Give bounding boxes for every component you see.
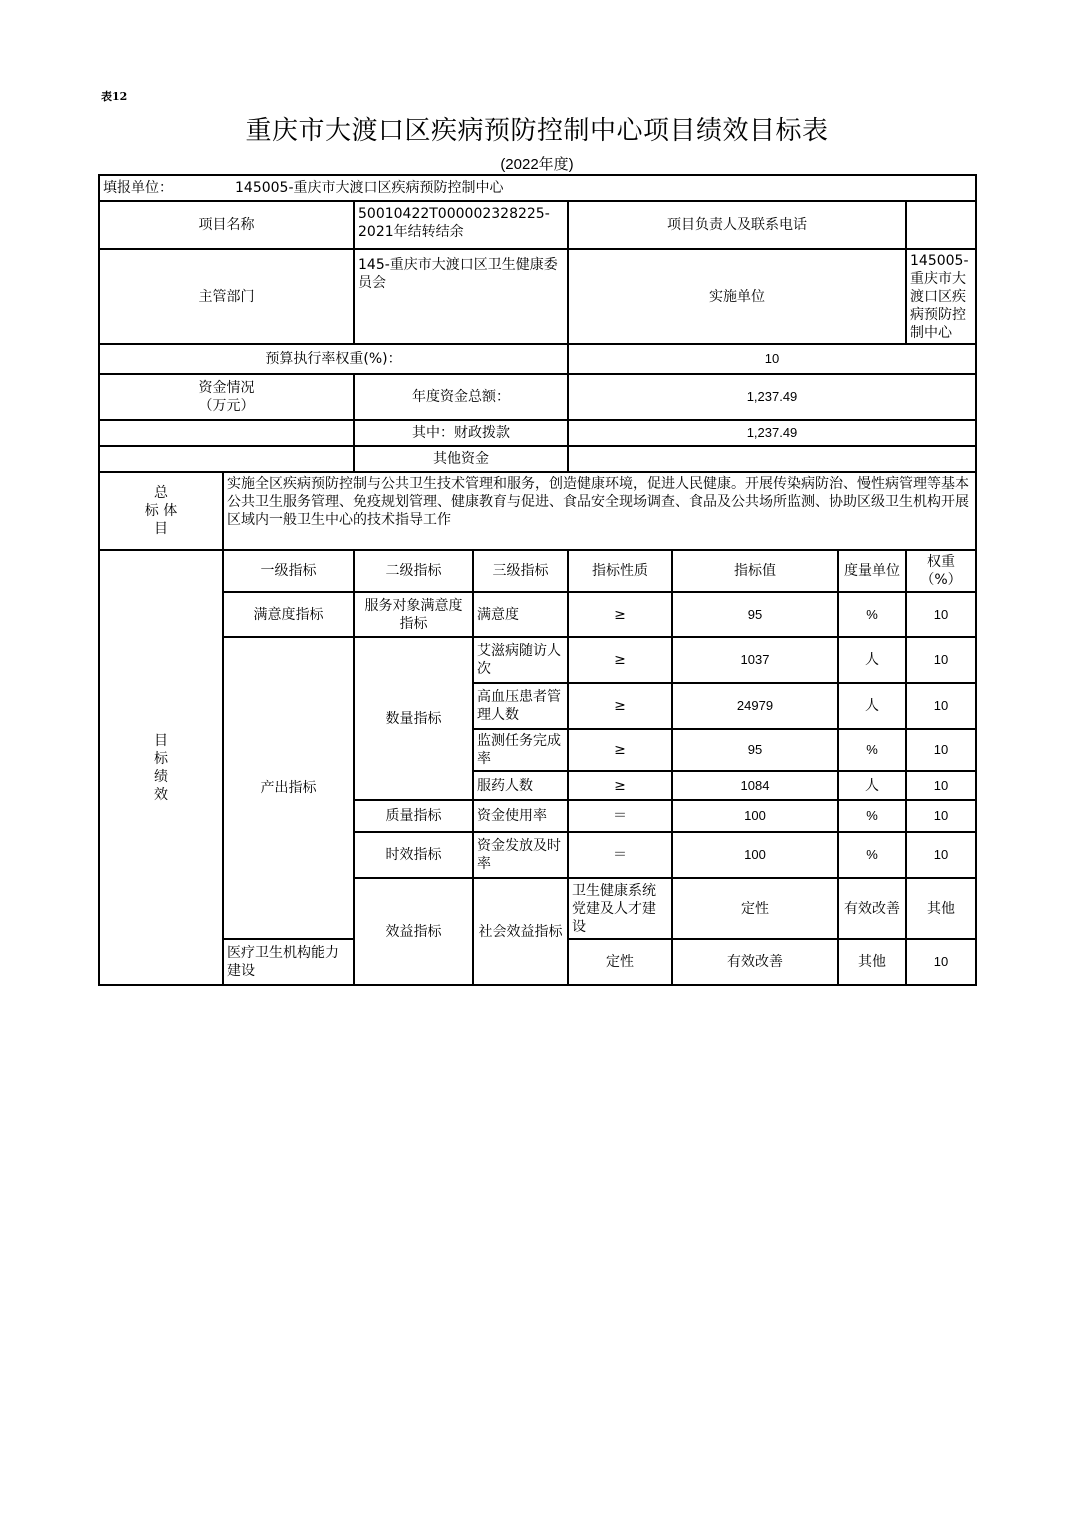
funds-other-value [568,446,976,472]
dept-label: 主管部门 [99,249,354,344]
value-cell: 24979 [672,683,838,729]
budget-weight-row [99,344,976,374]
value-cell: 1037 [672,637,838,683]
unit-cell: % [838,800,906,832]
subgroup-quantity: 数量指标 [354,637,473,800]
weight-cell: 10 [906,832,976,878]
subgroup-timeliness: 时效指标 [354,832,473,878]
unit-cell: % [838,729,906,771]
header-weight [906,550,976,592]
funds-fiscal-row [99,420,976,446]
level3-cell: 满意度 [473,592,568,637]
nature-cell: ≥ [568,592,672,637]
perf-label-char: 效 [154,786,168,803]
impl-label: 实施单位 [568,249,906,344]
perf-target-label [99,550,223,985]
nature-cell: ≥ [568,729,672,771]
unit-cell: 其他 [838,939,906,985]
funds-label-line2: （万元） [198,398,255,414]
level3-cell: 资金发放及时率 [473,832,568,878]
header-weight-line1: 权重 [927,554,955,570]
project-name-label: 项目名称 [99,201,354,249]
nature-cell: ＝ [568,832,672,878]
unit-cell: 其他 [906,878,976,939]
level3-cell: 艾滋病随访人次 [473,637,568,683]
funds-label-line1: 资金情况 [198,380,255,396]
nature-cell: ＝ [568,800,672,832]
value-cell: 1084 [672,771,838,800]
level3-cell: 监测任务完成率 [473,729,568,771]
group-benefit: 效益指标 [354,878,473,985]
subgroup-social: 社会效益指标 [473,878,568,985]
level3-cell: 医疗卫生机构能力建设 [223,939,354,985]
header-nature: 指标性质 [568,550,672,592]
fiscal-year: (2022年度) [500,156,574,173]
funds-label [99,374,354,420]
funds-other-label: 其他资金 [354,446,568,472]
perf-label-char: 标 [154,750,168,767]
value-cell: 100 [672,832,838,878]
filler-label: 填报单位： [103,180,173,196]
weight-cell: 10 [906,800,976,832]
performance-table [98,174,977,986]
funds-other-row [99,446,976,472]
weight-cell: 10 [906,683,976,729]
overall-goal-label [99,472,223,550]
weight-cell: 10 [906,771,976,800]
project-name-value: 50010422T000002328225-2021年结转结余 [354,201,568,249]
value-cell: 100 [672,800,838,832]
value-cell: 有效改善 [838,878,906,939]
weight-cell: 10 [906,592,976,637]
group-satisfaction: 满意度指标 [223,592,354,637]
nature-cell: 定性 [672,878,838,939]
header-level3: 三级指标 [473,550,568,592]
indicator-header-row [99,550,976,592]
perf-label-char: 目 [154,732,168,749]
unit-cell: 人 [838,771,906,800]
header-level2: 二级指标 [354,550,473,592]
level3-cell: 服药人数 [473,771,568,800]
level3-cell: 资金使用率 [473,800,568,832]
contact-value [906,201,976,249]
unit-cell: 人 [838,637,906,683]
contact-label: 项目负责人及联系电话 [568,201,906,249]
project-name-row [99,201,976,249]
overall-label-line1: 总 [154,485,168,501]
unit-cell: % [838,592,906,637]
level3-cell: 高血压患者管理人数 [473,683,568,729]
budget-weight-value: 10 [568,344,976,374]
weight-cell: 10 [906,729,976,771]
header-level1: 一级指标 [223,550,354,592]
budget-weight-label: 预算执行率权重(%)： [99,344,568,374]
overall-label-line2: 标 体 [144,503,178,519]
funds-other-empty [99,446,354,472]
nature-cell: ≥ [568,771,672,800]
nature-cell: ≥ [568,637,672,683]
funds-fiscal-label: 其中：财政拨款 [354,420,568,446]
nature-cell: ≥ [568,683,672,729]
header-value: 指标值 [672,550,838,592]
unit-cell: 人 [838,683,906,729]
unit-cell: % [838,832,906,878]
subgroup-service: 服务对象满意度指标 [354,592,473,637]
overall-goal-row [99,472,976,550]
value-cell: 有效改善 [672,939,838,985]
funds-total-label: 年度资金总额： [354,374,568,420]
group-output: 产出指标 [223,637,354,939]
funds-total-value: 1,237.49 [568,374,976,420]
funds-total-row [99,374,976,420]
nature-cell: 定性 [568,939,672,985]
filler-value: 145005-重庆市大渡口区疾病预防控制中心 [235,180,504,196]
weight-cell: 10 [906,939,976,985]
funds-fiscal-empty [99,420,354,446]
table-row [99,637,976,683]
value-cell: 95 [672,729,838,771]
overall-label-line3: 目 [154,521,168,537]
table-number-tag: 表12 [101,90,128,103]
page-title: 重庆市大渡口区疾病预防控制中心项目绩效目标表 [245,116,829,146]
filler-row [99,175,976,201]
perf-label-char: 绩 [154,768,168,785]
table-row [99,592,976,637]
impl-value: 145005-重庆市大渡口区疾病预防控制中心 [906,249,976,344]
header-unit: 度量单位 [838,550,906,592]
department-row [99,249,976,344]
weight-cell: 10 [906,637,976,683]
header-weight-line2: （%） [920,572,962,588]
level3-cell: 卫生健康系统党建及人才建设 [568,878,672,939]
value-cell: 95 [672,592,838,637]
dept-value: 145-重庆市大渡口区卫生健康委员会 [354,249,568,344]
funds-fiscal-value: 1,237.49 [568,420,976,446]
overall-goal-text: 实施全区疾病预防控制与公共卫生技术管理和服务，创造健康环境，促进人民健康。开展传染病防治、慢性病管理等基本公共卫生服务管理、免疫规划管理、健康教育与促进、食品安全现场调查、食品及公共场所监测、协助区级卫生机构开展区域内一般卫生中心的技术指导工作 [223,472,976,550]
subgroup-quality: 质量指标 [354,800,473,832]
filler-cell [99,175,976,201]
